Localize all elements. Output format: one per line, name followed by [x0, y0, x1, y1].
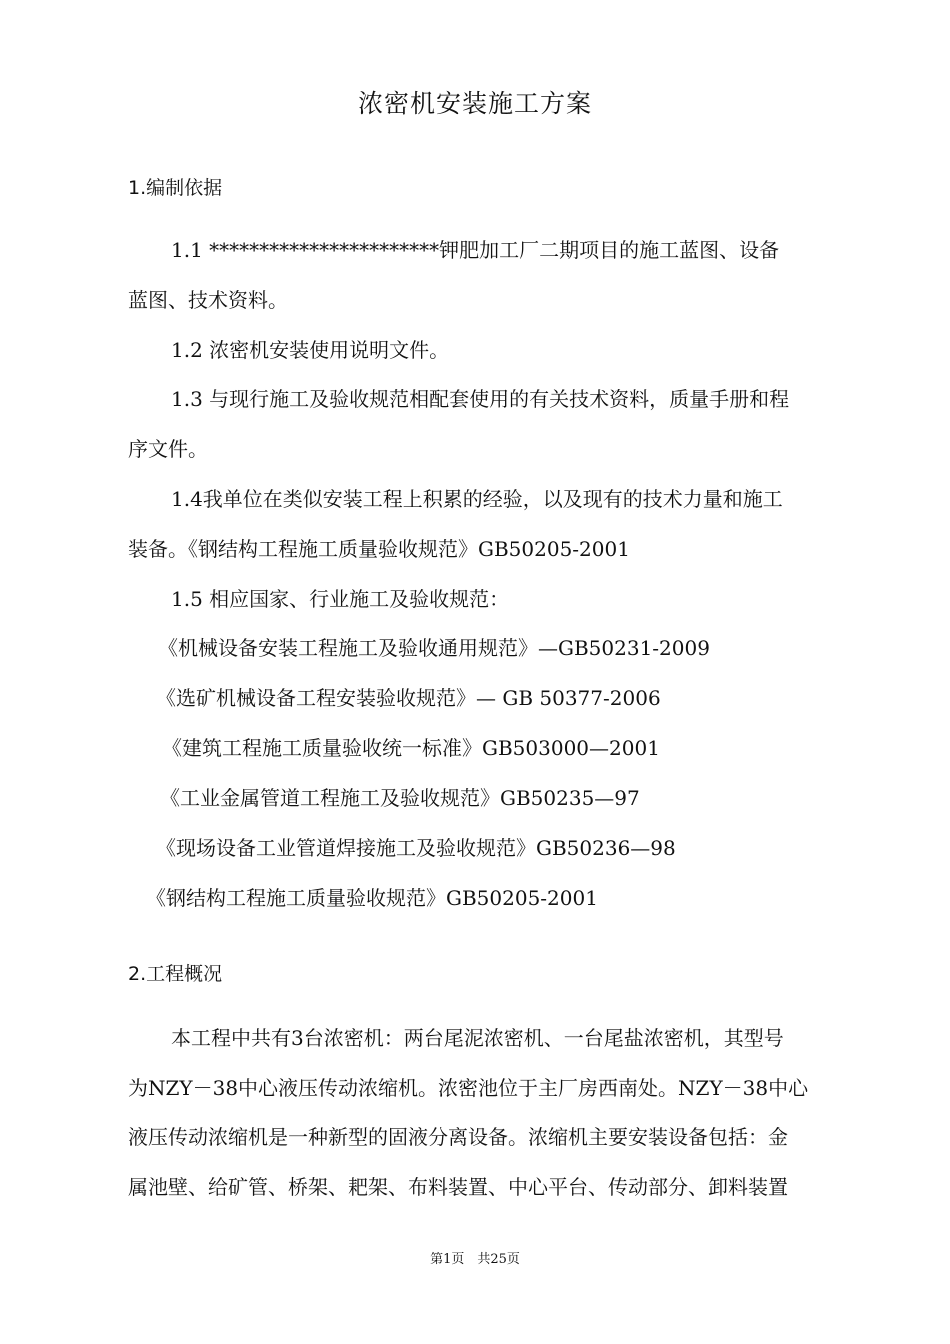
- paragraph-line: 液压传动浓缩机是一种新型的固液分离设备。浓缩机主要安装设备包括：金: [128, 1125, 788, 1149]
- standard-reference: 《工业金属管道工程施工及验收规范》GB50235—97: [160, 786, 640, 810]
- paragraph-line: 1.2 浓密机安装使用说明文件。: [171, 338, 450, 362]
- section-heading-overview: 2.工程概况: [128, 963, 223, 985]
- standard-reference: 《钢结构工程施工质量验收规范》GB50205-2001: [146, 886, 598, 910]
- paragraph-line: 1.4我单位在类似安装工程上积累的经验，以及现有的技术力量和施工: [171, 487, 783, 511]
- paragraph-line: 属池壁、给矿管、桥架、耙架、布料装置、中心平台、传动部分、卸料装置: [128, 1175, 788, 1199]
- paragraph-line: 1.5 相应国家、行业施工及验收规范：: [171, 587, 510, 611]
- page-number-footer: 第1页 共25页: [430, 1252, 520, 1267]
- paragraph-line: 蓝图、技术资料。: [128, 288, 288, 312]
- paragraph-line: 1.3 与现行施工及验收规范相配套使用的有关技术资料，质量手册和程: [171, 387, 790, 411]
- standard-reference: 《机械设备安装工程施工及验收通用规范》—GB50231-2009: [158, 636, 710, 660]
- paragraph-line: 为NZY－38中心液压传动浓缩机。浓密池位于主厂房西南处。NZY－38中心: [128, 1076, 809, 1100]
- paragraph-line: 本工程中共有3台浓密机：两台尾泥浓密机、一台尾盐浓密机，其型号: [171, 1026, 784, 1050]
- document-title: 浓密机安装施工方案: [357, 89, 592, 118]
- paragraph-line: 序文件。: [128, 437, 208, 461]
- paragraph-line: 装备。《钢结构工程施工质量验收规范》GB50205-2001: [128, 537, 630, 561]
- standard-reference: 《建筑工程施工质量验收统一标准》GB503000—2001: [162, 736, 660, 760]
- standard-reference: 《选矿机械设备工程安装验收规范》— GB 50377-2006: [156, 686, 661, 710]
- standard-reference: 《现场设备工业管道焊接施工及验收规范》GB50236—98: [156, 836, 676, 860]
- section-heading-basis: 1.编制依据: [128, 177, 223, 199]
- paragraph-line: 1.1 ***********************钾肥加工厂二期项目的施工蓝图、设备: [171, 238, 780, 262]
